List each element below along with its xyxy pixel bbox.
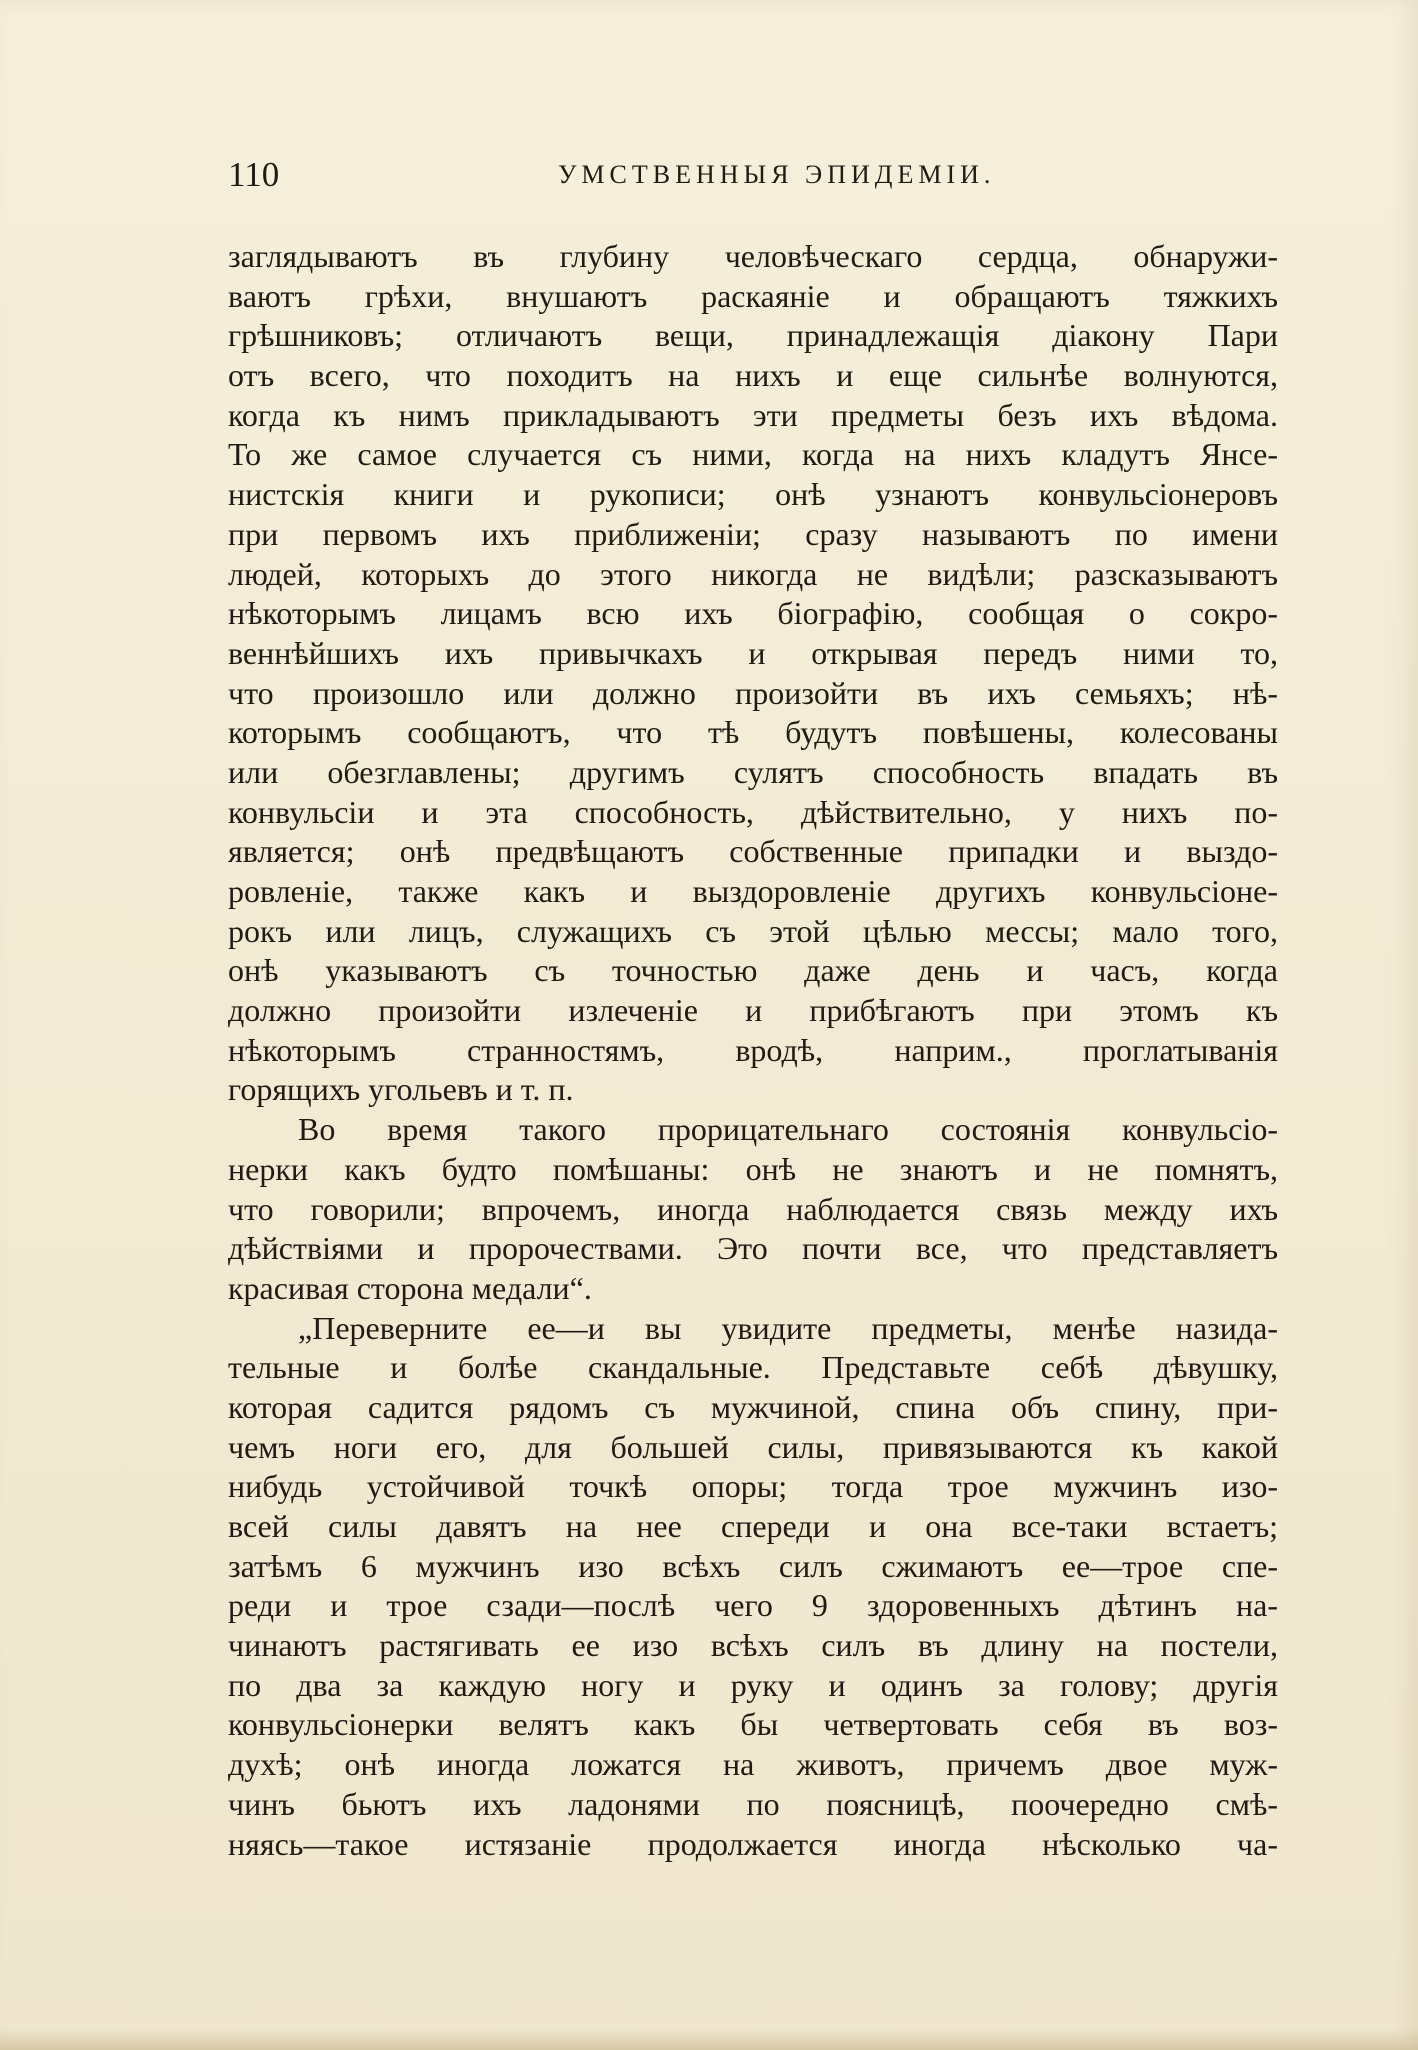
text-line: „Переверните ее—и вы увидите предметы, менѣе назида-: [298, 1309, 1278, 1346]
text-line: которая садится рядомъ съ мужчиной, спина объ спину, при-: [228, 1388, 1278, 1425]
text-line: нистскія книги и рукописи; онѣ узнаютъ конвульсіонеровъ: [228, 476, 1278, 513]
text-line: реди и трое сзади—послѣ чего 9 здоровенныхъ дѣтинъ на-: [228, 1587, 1278, 1624]
text-line: заглядываютъ въ глубину человѣческаго сердца, обнаружи-: [228, 238, 1278, 274]
text-line: или обезглавлены; другимъ сулятъ способность впадать въ: [228, 753, 1278, 790]
text-line: нибудь устойчивой точкѣ опоры; тогда трое мужчинъ изо-: [228, 1468, 1278, 1505]
text-line: ваютъ грѣхи, внушаютъ раскаяніе и обращаютъ тяжкихъ: [228, 277, 1278, 314]
running-title: УМСТВЕННЫЯ ЭПИДЕМІИ.: [558, 160, 996, 189]
text-line: горящихъ угольевъ и т. п.: [228, 1071, 574, 1108]
text-line: всей силы давятъ на нее спереди и она все-таки встаетъ;: [228, 1508, 1278, 1544]
text-line: при первомъ ихъ приближеніи; сразу называютъ по имени: [228, 515, 1278, 552]
page-header: [228, 150, 1278, 200]
text-line: чемъ ноги его, для большей силы, привязываются къ какой: [228, 1428, 1278, 1465]
text-line: конвульсіи и эта способность, дѣйствительно, у нихъ по-: [228, 793, 1278, 830]
text-line: То же самое случается съ ними, когда на нихъ кладутъ Янсе-: [228, 436, 1278, 473]
text-line: духѣ; онѣ иногда ложатся на животъ, причемъ двое муж-: [228, 1746, 1278, 1783]
text-line: является; онѣ предвѣщаютъ собственные припадки и выздо-: [228, 833, 1278, 870]
text-line: людей, которыхъ до этого никогда не видѣли; разсказываютъ: [228, 555, 1278, 592]
text-line: грѣшниковъ; отличаютъ вещи, принадлежащія діакону Пари: [228, 317, 1278, 354]
text-line: няясь—такое истязаніе продолжается иногда нѣсколько ча-: [228, 1825, 1278, 1862]
text-line: что произошло или должно произойти въ ихъ семьяхъ; нѣ-: [228, 674, 1278, 711]
text-line: красивая сторона медали“.: [228, 1269, 592, 1306]
text-line: тельные и болѣе скандальные. Представьте себѣ дѣвушку,: [228, 1349, 1278, 1386]
text-line: нѣкоторымъ странностямъ, вродѣ, наприм., проглатыванія: [228, 1031, 1278, 1068]
text-line: дѣйствіями и пророчествами. Это почти все, что представляетъ: [228, 1230, 1278, 1267]
text-line: что говорили; впрочемъ, иногда наблюдается связь между ихъ: [228, 1190, 1278, 1227]
text-line: затѣмъ 6 мужчинъ изо всѣхъ силъ сжимаютъ ее—трое спе-: [228, 1547, 1278, 1584]
text-line: рокъ или лицъ, служащихъ съ этой цѣлью мессы; мало того,: [228, 912, 1278, 949]
text-line: ровленіе, также какъ и выздоровленіе другихъ конвульсіоне-: [228, 873, 1278, 909]
text-line: нерки какъ будто помѣшаны: онѣ не знаютъ и не помнятъ,: [228, 1150, 1278, 1187]
text-line: веннѣйшихъ ихъ привычкахъ и открывая передъ ними то,: [228, 634, 1278, 671]
text-line: которымъ сообщаютъ, что тѣ будутъ повѣшены, колесованы: [228, 714, 1278, 751]
text-line: нѣкоторымъ лицамъ всю ихъ біографію, сообщая о сокро-: [228, 595, 1278, 632]
text-line: Во время такого прорицательнаго состоянія конвульсіо-: [298, 1111, 1278, 1148]
text-line: должно произойти излеченіе и прибѣгаютъ при этомъ къ: [228, 992, 1278, 1029]
page-bottom-edge: [0, 2028, 1418, 2050]
text-line: по два за каждую ногу и руку и одинъ за голову; другія: [228, 1666, 1278, 1703]
text-line: чинаютъ растягивать ее изо всѣхъ силъ въ длину на постели,: [228, 1627, 1278, 1664]
text-line: чинъ бьютъ ихъ ладонями по поясницѣ, поочередно смѣ-: [228, 1785, 1278, 1822]
text-line: отъ всего, что походитъ на нихъ и еще сильнѣе волнуются,: [228, 357, 1278, 394]
page-number: 110: [228, 155, 280, 194]
body-text: [228, 237, 1278, 1864]
text-line: когда къ нимъ прикладываютъ эти предметы безъ ихъ вѣдома.: [228, 396, 1278, 433]
text-line: онѣ указываютъ съ точностью даже день и часъ, когда: [228, 952, 1278, 989]
text-line: конвульсіонерки велятъ какъ бы четвертовать себя въ воз-: [228, 1706, 1278, 1743]
